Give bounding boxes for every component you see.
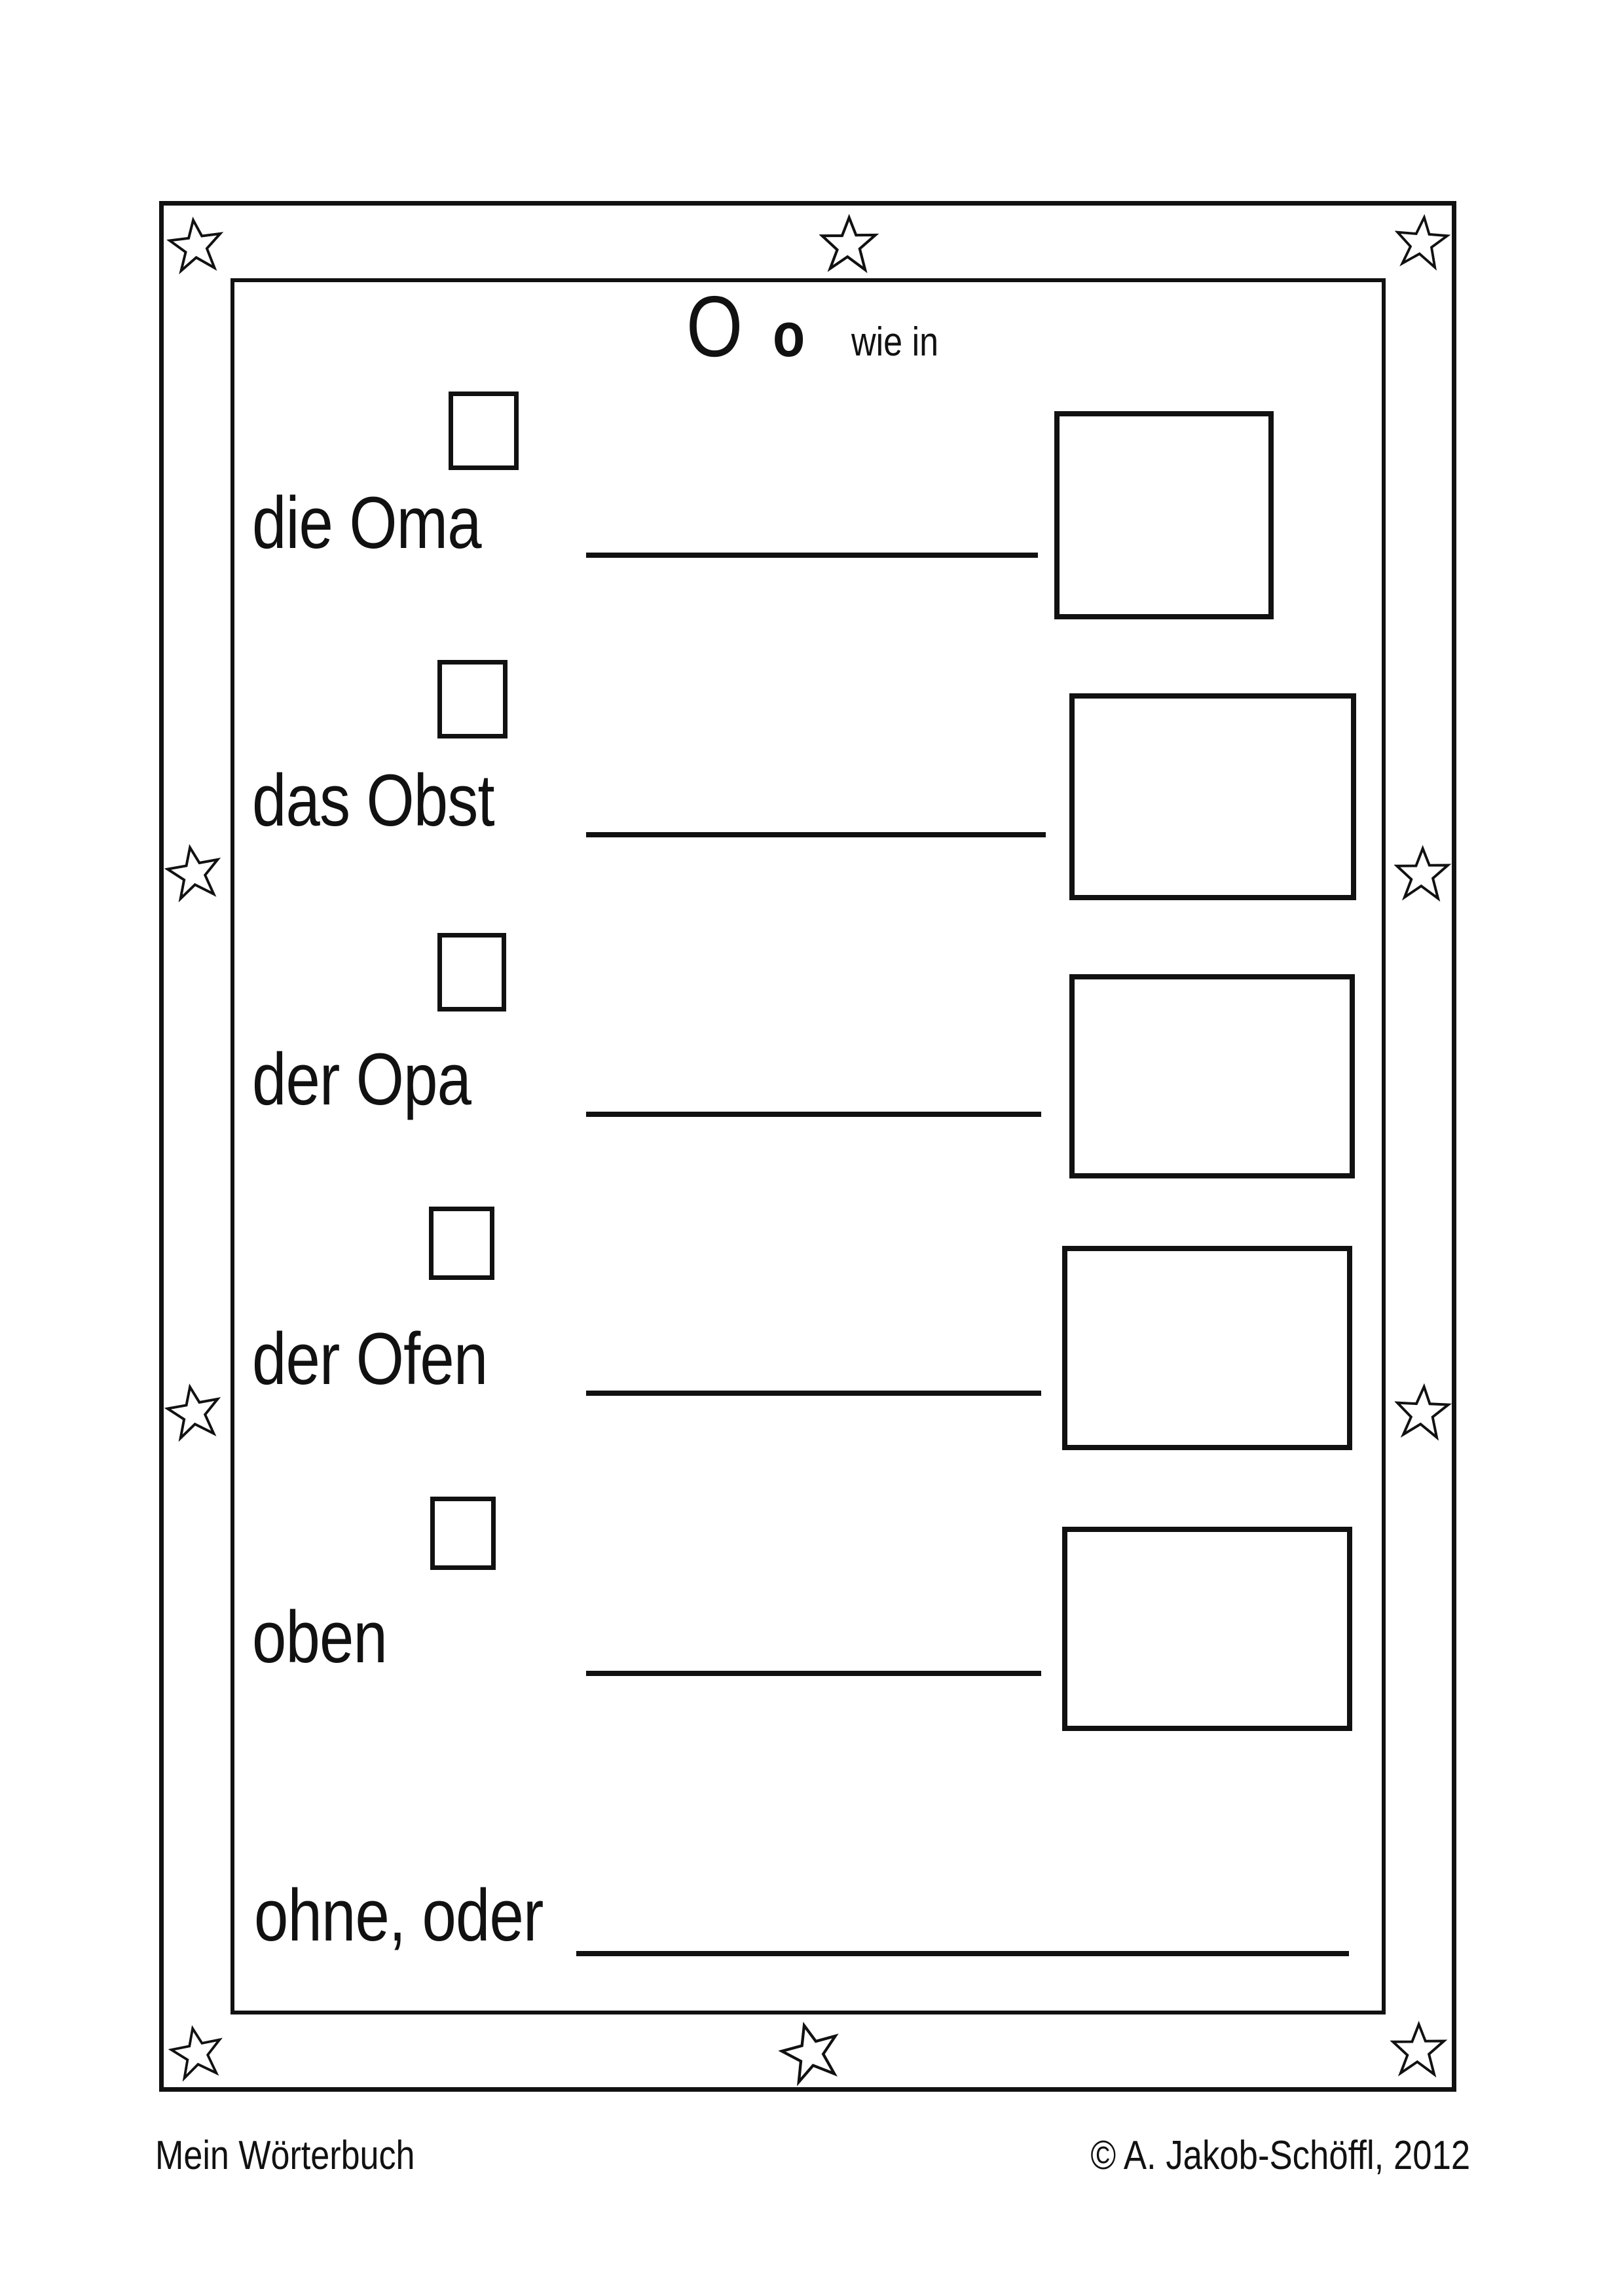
star-icon	[774, 2015, 847, 2088]
star-icon	[166, 2022, 227, 2083]
word-label: das Obst	[252, 759, 494, 841]
picture-box[interactable]	[1062, 1246, 1352, 1450]
writing-line[interactable]	[586, 1112, 1041, 1117]
star-icon	[1390, 1379, 1454, 1444]
word-checkbox[interactable]	[437, 660, 507, 738]
star-icon	[1389, 209, 1454, 274]
star-icon	[816, 211, 881, 276]
picture-box[interactable]	[1069, 974, 1355, 1178]
picture-box[interactable]	[1062, 1527, 1352, 1731]
star-icon	[162, 841, 225, 903]
word-checkbox[interactable]	[429, 1207, 494, 1280]
word-label: die Oma	[252, 482, 481, 564]
writing-line[interactable]	[586, 832, 1046, 837]
word-checkbox[interactable]	[437, 933, 506, 1011]
word-label: oben	[252, 1596, 387, 1678]
word-label: der Opa	[252, 1038, 471, 1120]
title-phrase: wie in	[851, 319, 939, 365]
title-letter-lowercase: o	[773, 300, 805, 370]
word-label: der Ofen	[252, 1318, 488, 1400]
picture-box[interactable]	[1069, 693, 1356, 900]
picture-box[interactable]	[1054, 411, 1274, 619]
word-checkbox[interactable]	[430, 1497, 496, 1570]
word-label: ohne, oder	[254, 1874, 544, 1956]
footer-series-title: Mein Wörterbuch	[155, 2133, 415, 2178]
star-icon	[166, 215, 225, 274]
word-checkbox[interactable]	[449, 392, 519, 470]
writing-line[interactable]	[586, 1671, 1041, 1676]
writing-line[interactable]	[586, 1391, 1041, 1396]
star-icon	[162, 1380, 225, 1442]
writing-line[interactable]	[586, 553, 1038, 558]
star-icon	[1387, 2018, 1449, 2080]
title-letter-uppercase: O	[686, 278, 743, 374]
footer-copyright: © A. Jakob-Schöffl, 2012	[1090, 2133, 1470, 2178]
star-icon	[1391, 842, 1453, 904]
writing-line[interactable]	[576, 1951, 1349, 1956]
